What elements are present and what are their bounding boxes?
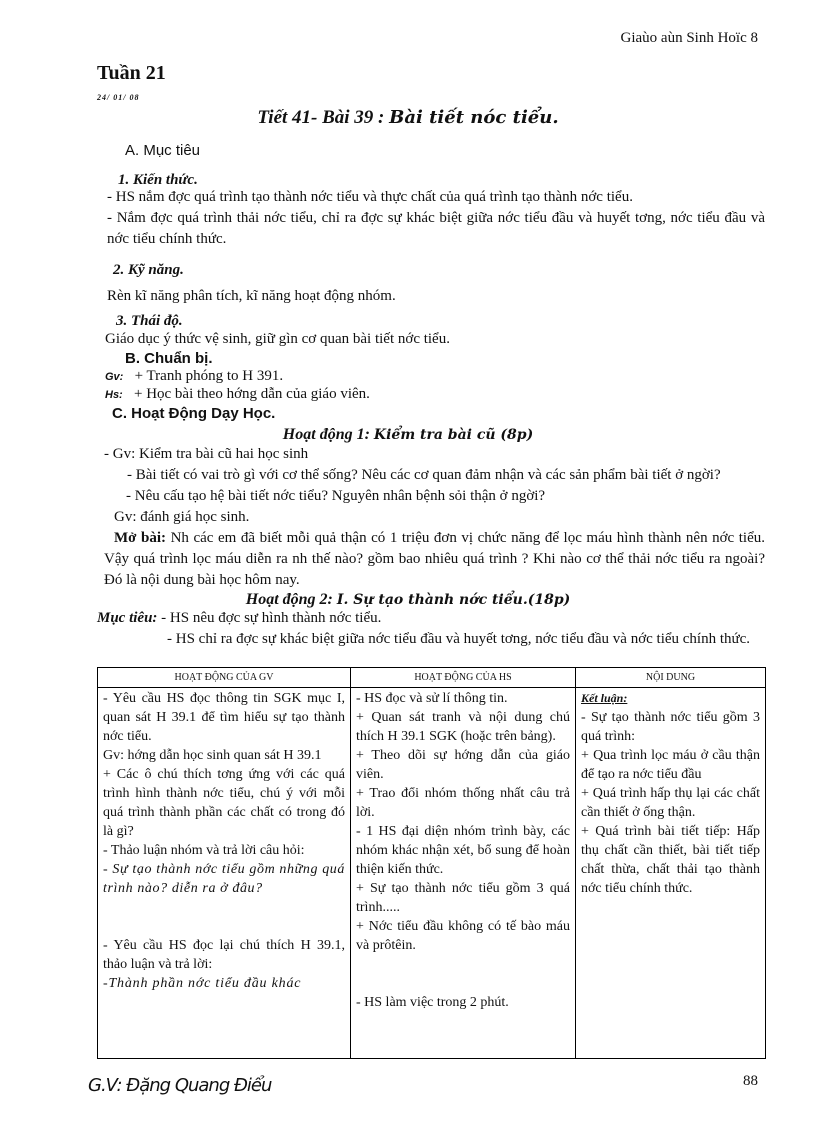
activity-2-objectives <box>97 608 765 650</box>
lesson-table <box>97 667 766 1059</box>
attitude-heading: 3. Thái độ. <box>116 313 183 329</box>
skills-heading: 2. Kỹ năng. <box>113 262 184 278</box>
hs-item: - HS đọc và sử lí thông tin. <box>356 691 508 706</box>
conclusion-label: Kết luận: <box>581 691 628 705</box>
content-item: + Quá trình bài tiết tiếp: Hấp thụ chất cần thiết, bài tiết tiếp chất thừa, chất thải tạo thành nớc tiểu chính thức. <box>581 824 760 896</box>
hs-item: + Sự tạo thành nớc tiểu gồm 3 quá trình..... <box>356 881 570 915</box>
lesson-name: Bài tiết nóc tiểu. <box>389 107 559 128</box>
header-gv: HOẠT ĐỘNG CỦA GV <box>98 668 351 688</box>
activity-1-text <box>104 444 765 591</box>
activity-2-title: Hoạt động 2: <box>245 591 333 608</box>
hs-text: + Học bài theo hớng dẫn của giáo viên. <box>133 386 370 402</box>
act1-intro <box>104 528 765 591</box>
activity-1-heading <box>0 426 816 444</box>
knowledge-text <box>107 187 765 250</box>
hs-item: + Trao đổi nhóm thống nhất câu trả lời. <box>356 786 570 820</box>
header-hs: HOẠT ĐỘNG CỦA HS <box>351 668 576 688</box>
gv-text: + Tranh phóng to H 391. <box>134 368 284 384</box>
act1-line-2: - Bài tiết có vai trò gì với cơ thể sống? Nêu các cơ quan đảm nhận và các sản phẩm bài tiết ở ngời? <box>127 467 721 483</box>
intro-text: Nh các em đã biết mỗi quả thận có 1 triệu đơn vị chức năng để lọc máu hình thành nên nớc tiểu. Vậy quá trình lọc máu diễn ra nh thế nào? gồm bao nhiêu quá trình ? Khi nào cơ thể thải nớc tiểu ra ngoài? Đó là nội dung bài học hôm nay. <box>104 530 766 588</box>
intro-label: Mở bài: <box>114 530 167 546</box>
section-c-heading: C. Hoạt Động Dạy Học. <box>112 405 276 422</box>
teacher-signature: G.V: Đặng Quang Điểu <box>88 1075 272 1096</box>
table-header-row <box>98 668 766 688</box>
content-item: + Qua trình lọc máu ở cầu thận để tạo ra nớc tiểu đầu <box>581 748 760 782</box>
activity-1-sub: Kiểm tra bài cũ (8p) <box>373 427 534 443</box>
gv-item: - Sự tạo thành nớc tiểu gồm những quá trình nào? diễn ra ở đâu? <box>103 862 345 896</box>
hs-item: - HS làm việc trong 2 phút. <box>356 995 509 1010</box>
hs-column <box>351 688 576 1059</box>
spacer <box>103 898 345 936</box>
lesson-title <box>0 107 816 129</box>
knowledge-line-1: - HS nắm đợc quá trình tạo thành nớc tiểu và thực chất của quá trình tạo thành nớc tiểu. <box>107 189 633 205</box>
objective-1: - HS nêu đợc sự hình thành nớc tiểu. <box>161 610 382 626</box>
content-item: - Sự tạo thành nớc tiểu gồm 3 quá trình: <box>581 710 760 744</box>
gv-item: - Yêu cầu HS đọc thông tin SGK mục I, quan sát H 39.1 để tìm hiểu sự tạo thành nớc tiểu. <box>103 691 345 744</box>
hs-item: - 1 HS đại diện nhóm trình bày, các nhóm khác nhận xét, bổ sung để hoàn thiện kiến thức. <box>356 824 570 877</box>
activity-2-sub: I. Sự tạo thành nớc tiểu.(18p) <box>336 592 571 608</box>
content-column <box>576 688 766 1059</box>
hs-label: Hs: <box>105 389 123 401</box>
gv-item: - Thảo luận nhóm và trả lời câu hỏi: <box>103 843 305 858</box>
prep-hs-line <box>105 384 370 406</box>
objective-line-1 <box>97 608 765 629</box>
date: 24/ 01/ 08 <box>97 93 140 102</box>
objective-2: - HS chỉ ra đợc sự khác biệt giữa nớc tiểu đầu và huyết tơng, nớc tiểu đầu và nớc tiểu chính thức. <box>167 631 751 647</box>
knowledge-heading: 1. Kiến thức. <box>118 172 198 188</box>
header-content: NỘI DUNG <box>576 668 766 688</box>
act1-line-1: - Gv: Kiểm tra bài cũ hai học sinh <box>104 446 309 462</box>
table-row <box>98 688 766 1059</box>
knowledge-line-2: - Nắm đợc quá trình thải nớc tiểu, chỉ ra đợc sự khác biệt giữa nớc tiểu đầu và huyết tơng, nớc tiểu đầu và nớc tiểu chính thức. <box>107 210 765 247</box>
objective-label: Mục tiêu: <box>97 610 158 626</box>
hs-item: + Theo dõi sự hớng dẫn của giáo viên. <box>356 748 570 782</box>
section-a-heading: A. Mục tiêu <box>125 142 201 159</box>
spacer <box>356 955 570 993</box>
gv-item: -Thành phần nớc tiểu đầu khác <box>103 976 302 991</box>
page-number: 88 <box>743 1073 758 1089</box>
gv-label: Gv: <box>105 371 124 383</box>
gv-item: Gv: hớng dẫn học sinh quan sát H 39.1 <box>103 748 322 763</box>
act1-line-4: Gv: đánh giá học sinh. <box>114 509 250 525</box>
act1-line-3: - Nêu cấu tạo hệ bài tiết nớc tiểu? Nguyên nhân bệnh sỏi thận ở ngời? <box>126 488 546 504</box>
running-header: Giaùo aùn Sinh Hoïc 8 <box>620 30 758 46</box>
lesson-number: Tiết 41- Bài 39 : <box>257 107 385 128</box>
skills-text: Rèn kĩ năng phân tích, kĩ năng hoạt động nhóm. <box>107 288 396 304</box>
activity-1-title: Hoạt động 1: <box>282 426 370 443</box>
activity-2-heading <box>0 591 816 609</box>
gv-item: - Yêu cầu HS đọc lại chú thích H 39.1, thảo luận và trả lời: <box>103 938 345 972</box>
week-title: Tuần 21 <box>97 62 166 84</box>
hs-item: + Quan sát tranh và nội dung chú thích H 39.1 SGK (hoặc trên bảng). <box>356 710 570 744</box>
hs-item: + Nớc tiểu đầu không có tế bào máu và prôtêin. <box>356 919 570 953</box>
attitude-text: Giáo dục ý thức vệ sinh, giữ gìn cơ quan bài tiết nớc tiểu. <box>105 331 450 347</box>
gv-item: + Các ô chú thích tơng ứng với các quá trình hình thành nớc tiểu, chú ý với mỗi quá trình thành phần các chất có trong đó là gì? <box>103 767 345 839</box>
gv-column <box>98 688 351 1059</box>
content-item: + Quá trình hấp thụ lại các chất cần thiết ở ống thận. <box>581 786 760 820</box>
prep-heading: B. Chuẩn bị. <box>125 350 213 367</box>
